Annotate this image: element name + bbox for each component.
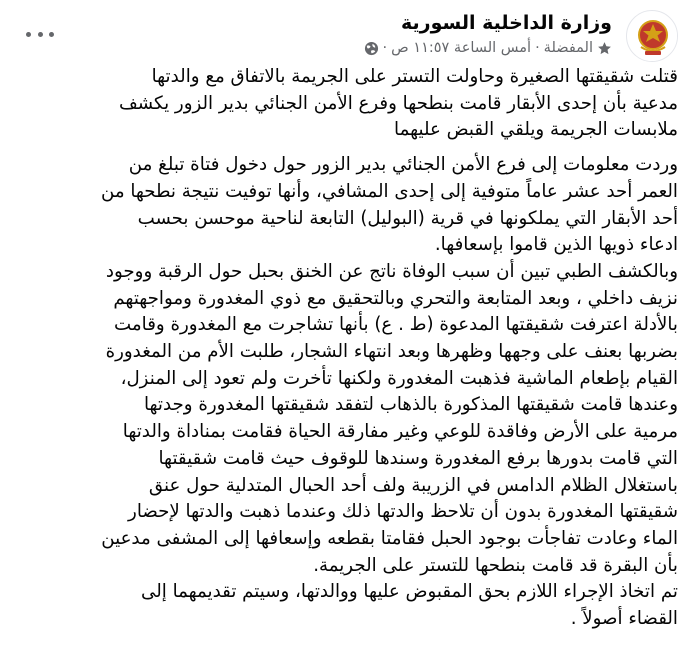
post-body xyxy=(8,64,678,633)
meta-separator: · xyxy=(535,40,540,56)
dot xyxy=(26,32,31,37)
ministry-emblem-icon xyxy=(627,11,678,62)
post-meta xyxy=(364,40,612,56)
post-header xyxy=(0,8,690,68)
more-options-icon[interactable] xyxy=(26,24,54,44)
meta-separator: · xyxy=(382,40,388,56)
post-paragraph: وردت معلومات إلى فرع الأمن الجنائي بدير الزور حول دخول فتاة تبلغ من العمر أحد عشر عاماً متوفية إلى إحدى المشافي، وأنها توفيت نتيجة نطحها من أحد الأبقار التي يملكونها في قرية (البوليل) التابعة لناحية موحسن بحسب ادعاء ذويها الذين قاموا بإسعافها. وبالكشف الطبي تبين أن سبب الوفاة ناتج عن الخنق بحبل حول الرقبة ووجود نزيف داخلي ، وبعد المتابعة والتحري وبالتحقيق مع ذوي المغدورة ومواجهتهم بالأدلة اعترفت شقيقتها المدعوة (ط . ع) بأنها تشاجرت مع المغدورة وقامت بضربها بعنف على وجهها وظهرها وبعد انتهاء الشجار، طلبت الأم من المغدورة القيام بإطعام الماشية فذهبت المغدورة ولكنها تأخرت ولم تعود إلى المنزل، وعندها قامت شقيقتها المذكورة بالذهاب لتفقد شقيقتها المغدورة وجدتها مرمية على الأرض وفاقدة للوعي وغير مفارقة الحياة فقامت بمناداة والدتها التي قامت بدورها برفع المغدورة وسندها للوقوف حيث قامت شقيقتها باستغلال الظلام الدامس في الزريبة ولف أحد الحبال المتدلية حول عنق شقيقتها المغدورة بدون أن تلاحظ والدتها ذلك وعندما ذهبت والدتها لإحضار الماء وعادت تفاجأت بوجود الحبل فقامتا بقطعه وإسعافها إلى المشفى مدعين بأن البقرة قد قامت بنطحها للتستر على الجريمة. تم اتخاذ الإجراء اللازم بحق المقبوض عليها ووالدتها، وسيتم تقديمهما إلى القضاء أصولاً . xyxy=(100,154,678,630)
dot xyxy=(49,32,54,37)
dot xyxy=(38,32,43,37)
page-avatar[interactable] xyxy=(626,10,678,62)
post-timestamp[interactable]: أمس الساعة ١١:٥٧ ص xyxy=(391,40,532,56)
public-globe-icon[interactable] xyxy=(364,41,379,56)
page-name[interactable]: وزارة الداخلية السورية xyxy=(401,12,612,34)
post-headline: قتلت شقيقتها الصغيرة وحاولت التستر على الجريمة بالاتفاق مع والدتها مدعية بأن إحدى الأبقار قامت بنطحها وفرع الأمن الجنائي بدير الزور يكشف ملابسات الجريمة ويلقي القبض عليهما xyxy=(118,66,678,141)
audience-label[interactable]: المفضلة xyxy=(543,40,593,56)
favorite-star-icon xyxy=(597,41,612,56)
